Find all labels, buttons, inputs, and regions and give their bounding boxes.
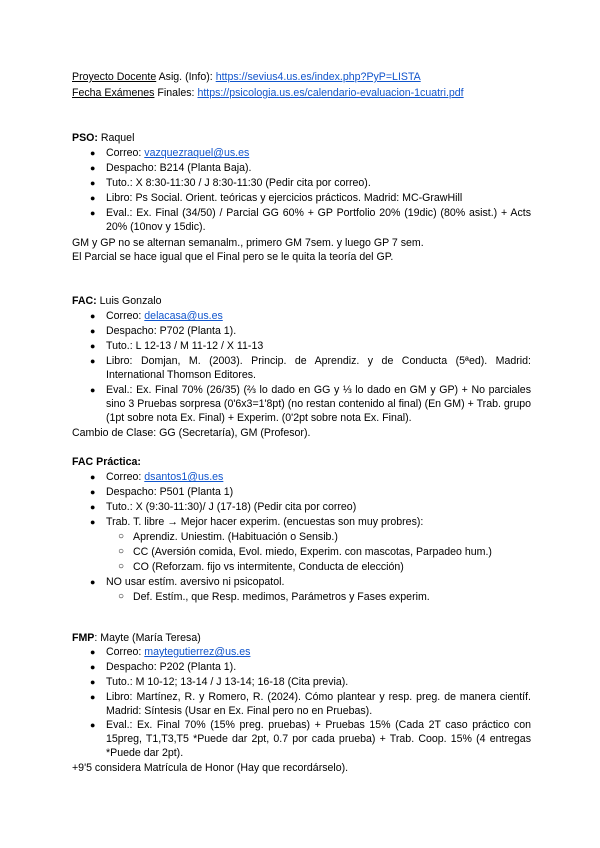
fac-tuto: Tuto.: L 12-13 / M 11-12 / X 11-13 [106, 340, 264, 352]
sub-bullet-icon: ○ [118, 561, 125, 572]
bullet-icon: ● [90, 692, 96, 702]
fac-libro: Libro: Domjan, M. (2003). Princip. de Aprendiz. y de Conducta (5ªed). Madrid: International Thomson Editores. [106, 355, 531, 381]
pso-note-2: El Parcial se hace igual que el Final pero se le quita la teoría del GP. [72, 251, 394, 263]
fac-practica-despacho: Despacho: P501 (Planta 1) [106, 486, 234, 498]
bullet-icon: ● [90, 487, 96, 497]
pso-correo-link[interactable]: vazquezraquel@us.es [144, 147, 250, 159]
bullet-icon: ● [90, 677, 96, 687]
proyecto-docente-rest: Asig. (Info): [156, 71, 216, 83]
fmp-libro: Libro: Martínez, R. y Romero, R. (2024). Cómo plantear y resp. preg. de manera científ. Madrid: Síntesis (Usar en Ex. Final pero no en Pruebas). [106, 691, 531, 717]
fac-correo [106, 309, 531, 323]
fecha-examenes-label: Fecha Exámenes [72, 87, 155, 99]
fecha-examenes-rest: Finales: [154, 87, 198, 99]
fac-practica-sub-2: CC (Aversión comida, Evol. miedo, Experim. con mascotas, Parpadeo hum.) [133, 546, 492, 558]
fac-practica-correo [106, 470, 531, 484]
fac-practica-tuto: Tuto.: X (9:30-11:30)/ J (17-18) (Pedir cita por correo) [106, 501, 357, 513]
fac-despacho: Despacho: P702 (Planta 1). [106, 325, 237, 337]
fmp-eval: Eval.: Ex. Final 70% (15% preg. pruebas) + Pruebas 15% (Cada 2T caso práctico con 15preg, T1,T3,T5 *Puede dar 2pt, 0.7 por cada prueba) + Trab. Coop. 15% (4 entregas *Puede dar 2pt). [106, 719, 531, 759]
bullet-icon: ● [90, 326, 96, 336]
bullet-icon: ● [90, 517, 96, 527]
sub-bullet-icon: ○ [118, 531, 125, 542]
bullet-icon: ● [90, 647, 96, 657]
fac-code: FAC: [72, 295, 97, 307]
pso-name: Raquel [97, 132, 135, 144]
pso-correo-label: Correo: [106, 147, 145, 159]
pso-correo [106, 146, 531, 160]
bullet-icon: ● [90, 720, 96, 730]
pso-code: PSO: [72, 132, 98, 144]
bullet-icon: ● [90, 193, 96, 203]
bullet-icon: ● [90, 385, 96, 395]
fac-practica-sub-4: Def. Estím., que Resp. medimos, Parámetros y Fases experim. [133, 591, 430, 603]
pso-eval: Eval.: Ex. Final (34/50) / Parcial GG 60% + GP Portfolio 20% (19dic) (80% asist.) + Acts 20% (10nov y 15dic). [106, 207, 531, 233]
fmp-name: : Mayte (María Teresa) [94, 632, 201, 644]
bullet-icon: ● [90, 472, 96, 482]
bullet-icon: ● [90, 341, 96, 351]
fac-heading [72, 294, 162, 308]
fecha-examenes-link[interactable]: https://psicologia.us.es/calendario-evaluacion-1cuatri.pdf [197, 87, 464, 99]
bullet-icon: ● [90, 163, 96, 173]
bullet-icon: ● [90, 208, 96, 218]
fmp-heading [72, 631, 201, 645]
fac-correo-label: Correo: [106, 310, 145, 322]
fmp-code: FMP [72, 632, 95, 644]
fmp-note-1: +9'5 considera Matrícula de Honor (Hay que recordárselo). [72, 762, 349, 774]
fmp-correo [106, 645, 531, 659]
pso-note-1: GM y GP no se alternan semanalm., primero GM 7sem. y luego GP 7 sem. [72, 237, 424, 249]
pso-tuto: Tuto.: X 8:30-11:30 / J 8:30-11:30 (Pedir cita por correo). [106, 177, 371, 189]
bullet-icon: ● [90, 178, 96, 188]
bullet-icon: ● [90, 356, 96, 366]
sub-bullet-icon: ○ [118, 546, 125, 557]
fecha-examenes-line [72, 86, 464, 100]
fac-note-1: Cambio de Clase: GG (Secretaría), GM (Profesor). [72, 427, 311, 439]
proyecto-docente-line [72, 70, 421, 84]
fmp-correo-label: Correo: [106, 646, 145, 658]
pso-heading [72, 131, 134, 145]
bullet-icon: ● [90, 148, 96, 158]
bullet-icon: ● [90, 577, 96, 587]
fac-practica-correo-label: Correo: [106, 471, 145, 483]
pso-despacho: Despacho: B214 (Planta Baja). [106, 162, 252, 174]
fac-practica-code: FAC Práctica: [72, 456, 141, 468]
fac-practica-trab: Trab. T. libre → Mejor hacer experim. (encuestas son muy probres): [106, 516, 424, 528]
fac-eval: Eval.: Ex. Final 70% (26/35) (⅔ lo dado en GG y ⅓ lo dado en GM y GP) + No parciales sino 3 Pruebas sorpresa (0'6x3=1'8pt) (no restan contenido al final) (En GM) + Trab. grupo (1pt sobre nota Ex. Final) + Experim. (0'2pt sobre nota Ex. Final). [106, 384, 531, 424]
fac-correo-link[interactable]: delacasa@us.es [144, 310, 223, 322]
fmp-despacho: Despacho: P202 (Planta 1). [106, 661, 237, 673]
proyecto-docente-link[interactable]: https://sevius4.us.es/index.php?PyP=LISTA [215, 71, 421, 83]
pso-libro: Libro: Ps Social. Orient. teóricas y ejercicios prácticos. Madrid: MC-GrawHill [106, 192, 463, 204]
bullet-icon: ● [90, 662, 96, 672]
fac-practica-heading [72, 455, 141, 469]
fac-practica-nousar: NO usar estím. aversivo ni psicopatol. [106, 576, 285, 588]
fac-practica-sub-1: Aprendiz. Uniestim. (Habituación o Sensib.) [133, 531, 338, 543]
sub-bullet-icon: ○ [118, 591, 125, 602]
fmp-tuto: Tuto.: M 10-12; 13-14 / J 13-14; 16-18 (Cita previa). [106, 676, 349, 688]
bullet-icon: ● [90, 502, 96, 512]
proyecto-docente-label: Proyecto Docente [72, 71, 157, 83]
bullet-icon: ● [90, 311, 96, 321]
fac-name: Luis Gonzalo [96, 295, 162, 307]
fmp-correo-link[interactable]: maytegutierrez@us.es [144, 646, 251, 658]
fac-practica-correo-link[interactable]: dsantos1@us.es [144, 471, 224, 483]
fac-practica-sub-3: CO (Reforzam. fijo vs intermitente, Conducta de elección) [133, 561, 404, 573]
